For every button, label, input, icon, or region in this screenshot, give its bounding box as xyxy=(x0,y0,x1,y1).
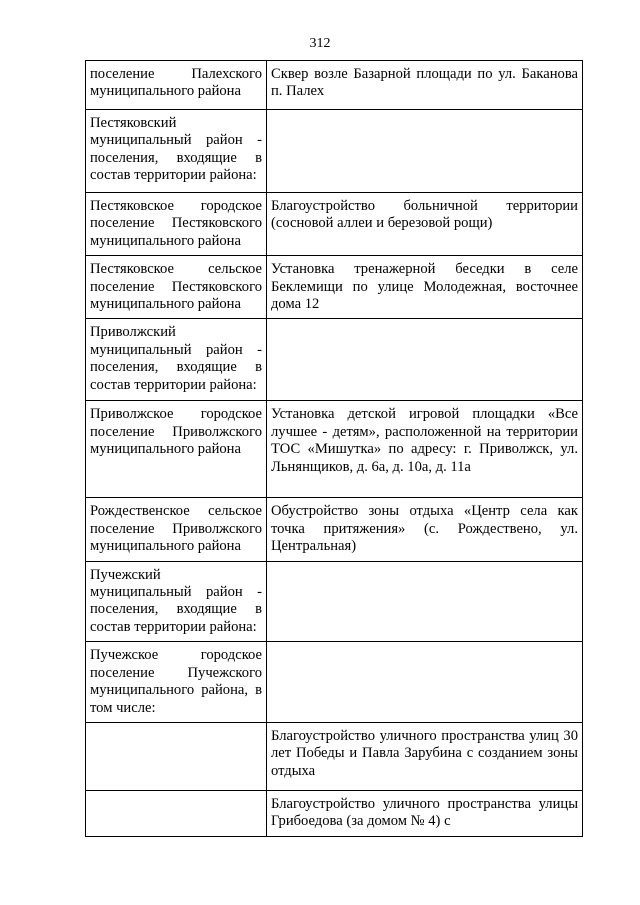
municipality-text: поселение Палехского муниципального района xyxy=(90,66,262,100)
project-cell xyxy=(267,401,583,498)
municipality-text: Пучежский муниципальный район - поселения, входящие в состав территории района: xyxy=(90,566,262,635)
page-number: 312 xyxy=(309,36,331,51)
municipality-cell xyxy=(86,256,267,319)
table-row xyxy=(86,401,583,498)
municipality-text: Приволжское городское поселение Приволжского муниципального района xyxy=(90,406,262,458)
municipality-cell xyxy=(86,110,267,193)
table-row xyxy=(86,193,583,256)
project-cell xyxy=(267,319,583,401)
municipality-cell xyxy=(86,319,267,401)
table-row xyxy=(86,319,583,401)
table-row xyxy=(86,256,583,319)
table-row xyxy=(86,790,583,836)
municipality-cell xyxy=(86,722,267,790)
municipality-text: Пестяковский муниципальный район - поселения, входящие в состав территории района: xyxy=(90,115,262,184)
municipality-cell xyxy=(86,498,267,561)
municipality-cell xyxy=(86,790,267,836)
project-cell xyxy=(267,790,583,836)
project-text: Благоустройство больничной территории (сосновой аллеи и березовой рощи) xyxy=(271,198,578,232)
table-row xyxy=(86,498,583,561)
project-text: Установка тренажерной беседки в селе Беклемищи по улице Молодежная, восточнее дома 12 xyxy=(271,261,578,313)
municipality-text: Приволжский муниципальный район - поселения, входящие в состав территории района: xyxy=(90,324,262,393)
project-cell xyxy=(267,61,583,110)
table-row xyxy=(86,642,583,723)
project-cell xyxy=(267,498,583,561)
municipality-cell xyxy=(86,401,267,498)
municipality-cell xyxy=(86,193,267,256)
table-body xyxy=(86,61,583,837)
project-cell xyxy=(267,110,583,193)
table-row xyxy=(86,110,583,193)
project-cell xyxy=(267,561,583,642)
table-row xyxy=(86,561,583,642)
table-row xyxy=(86,722,583,790)
project-text: Обустройство зоны отдыха «Центр села как точка притяжения» (с. Рождествено, ул. Центральная) xyxy=(271,503,578,555)
municipality-text: Пучежское городское поселение Пучежского муниципального района, в том числе: xyxy=(90,647,262,716)
municipality-cell xyxy=(86,561,267,642)
project-text: Благоустройство уличного пространства улицы Грибоедова (за домом № 4) с xyxy=(271,795,578,830)
project-text: Установка детской игровой площадки «Все лучшее - детям», расположенной на территории ТОС «Мишутка» по адресу: г. Приволжск, ул. Льнянщиков, д. 6а, д. 10а, д. 11а xyxy=(271,406,578,475)
data-table xyxy=(85,60,583,837)
project-cell xyxy=(267,642,583,723)
municipality-cell xyxy=(86,642,267,723)
table-row xyxy=(86,61,583,110)
project-cell xyxy=(267,256,583,319)
project-cell xyxy=(267,193,583,256)
project-text: Благоустройство уличного пространства улиц 30 лет Победы и Павла Зарубина с созданием зоны отдыха xyxy=(271,727,578,779)
municipality-text: Пестяковское сельское поселение Пестяковского муниципального района xyxy=(90,261,262,313)
municipality-text: Пестяковское городское поселение Пестяковского муниципального района xyxy=(90,198,262,249)
project-cell xyxy=(267,722,583,790)
project-text: Сквер возле Базарной площади по ул. Баканова п. Палех xyxy=(271,66,578,100)
municipality-text: Рождественское сельское поселение Приволжского муниципального района xyxy=(90,503,262,555)
municipality-cell xyxy=(86,61,267,110)
